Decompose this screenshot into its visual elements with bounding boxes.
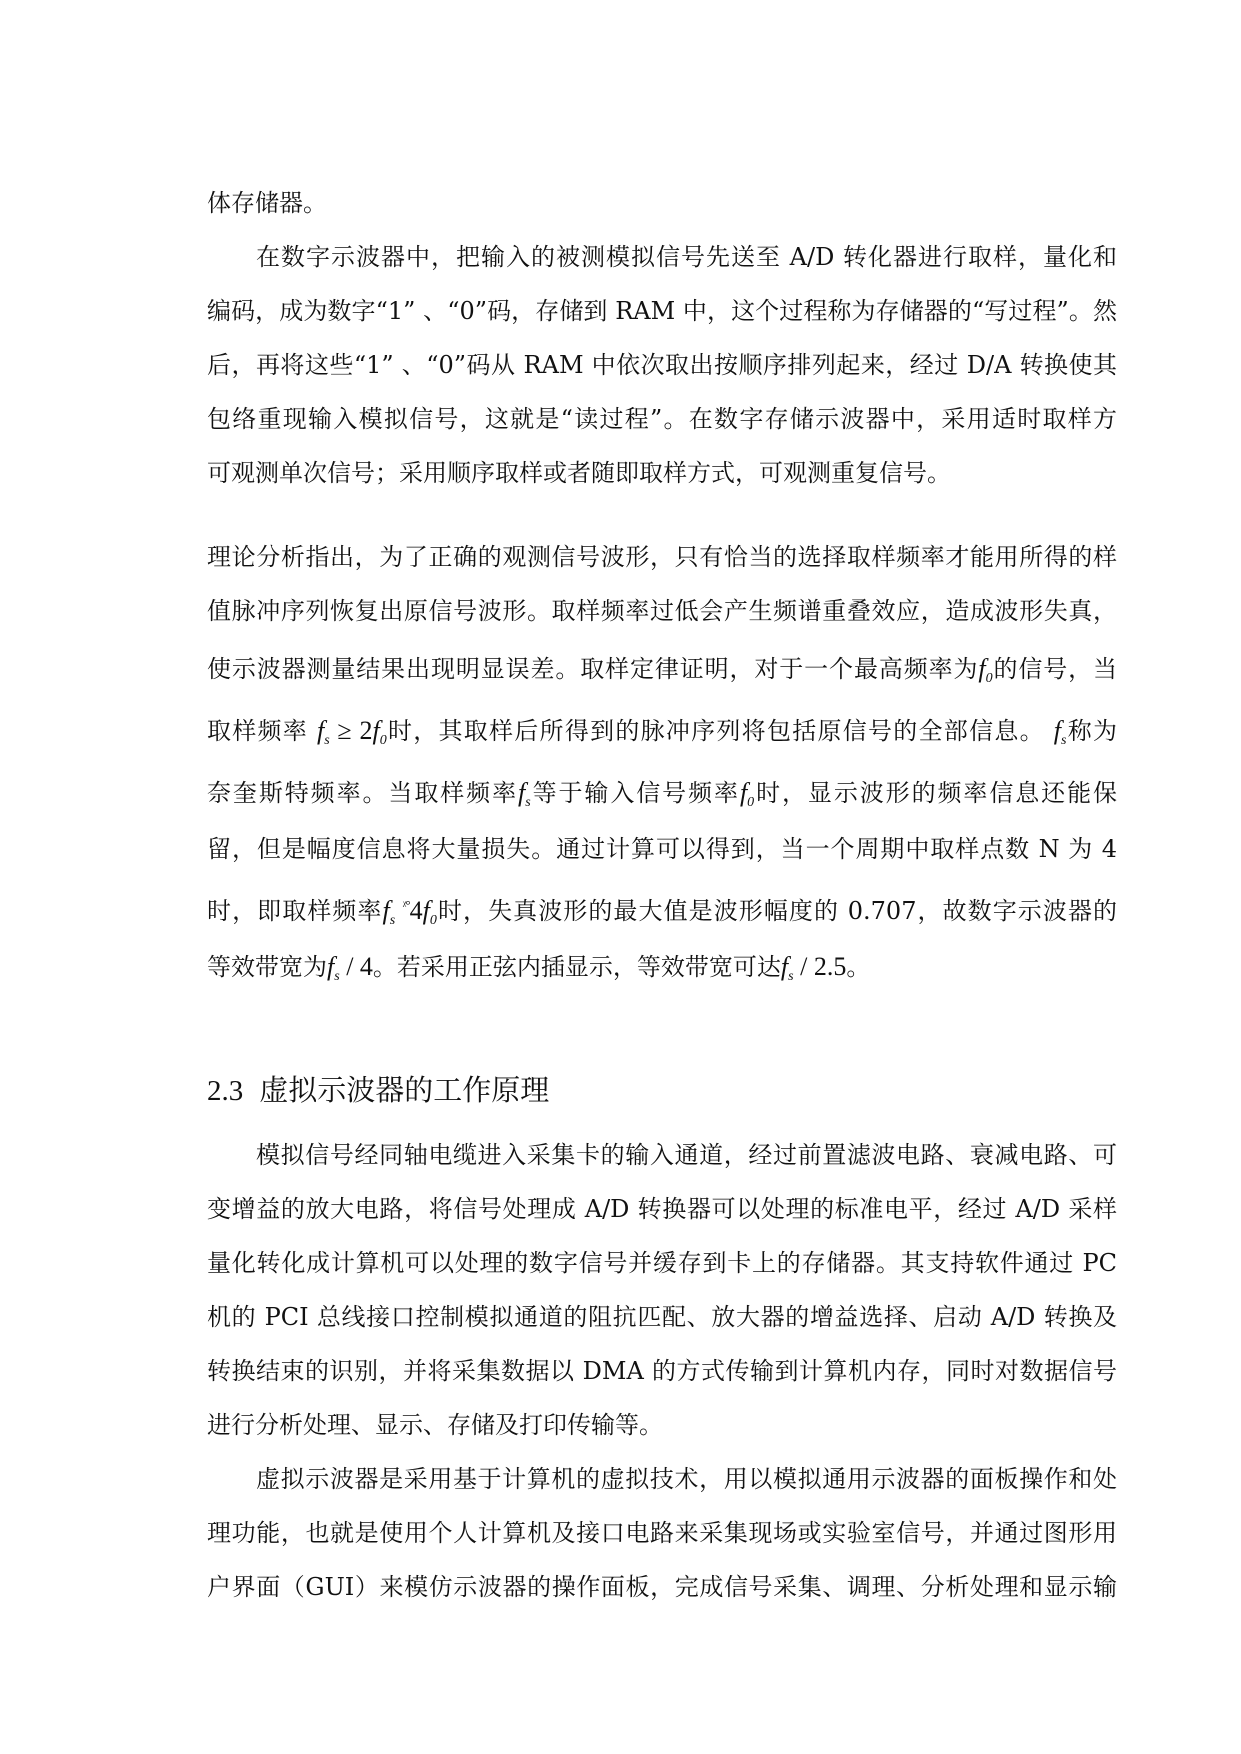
formula-subscript: 0	[747, 795, 755, 810]
text-segment: 。	[846, 953, 871, 981]
formula-symbol: f	[422, 896, 430, 925]
formula-fs-4f0	[382, 896, 437, 928]
formula-subscript: s	[334, 969, 340, 984]
formula-operator: / 4	[346, 952, 373, 981]
formula-f0	[978, 654, 993, 686]
text-line: 进行分析处理、显示、存储及打印传输等。	[207, 1411, 663, 1439]
text-segment: 使示波器测量结果出现明显误差。取样定律证明，对于一个最高频率为	[207, 655, 979, 683]
text-line: 在数字示波器中，把输入的被测模拟信号先送至 A/D 转化器进行取样，量化和	[256, 243, 1117, 271]
formula-subscript: s	[525, 795, 531, 810]
text-segment: 的信号，当	[992, 655, 1117, 683]
formula-symbol: f	[518, 778, 526, 807]
text-line: 量化转化成计算机可以处理的数字信号并缓存到卡上的存储器。其支持软件通过 PC	[207, 1249, 1117, 1277]
text-segment: 等效带宽为	[207, 953, 327, 981]
formula-subscript: 0	[429, 913, 437, 928]
formula-garbled-symbol: ᵡ°	[402, 897, 410, 912]
formula-subscript: s	[389, 913, 396, 928]
text-line: 户界面（GUI）来模仿示波器的操作面板，完成信号采集、调理、分析处理和显示输	[207, 1573, 1117, 1601]
formula-subscript: s	[324, 733, 330, 748]
formula-operator: ≥ 2	[337, 716, 373, 745]
text-line	[207, 700, 1117, 762]
text-line	[207, 936, 1117, 998]
formula-symbol: f	[372, 716, 380, 745]
text-segment: 时，即取样频率	[207, 897, 383, 925]
text-segment: 奈奎斯特频率。当取样频率	[207, 779, 518, 807]
text-line: 包络重现输入模拟信号，这就是“读过程”。在数字存储示波器中，采用适时取样方	[207, 405, 1117, 433]
formula-symbol: f	[780, 952, 789, 981]
text-line	[207, 638, 1117, 700]
text-segment: 时，其取样后所得到的脉冲序列将包括原信号的全部信息。	[386, 717, 1045, 745]
formula-subscript: 0	[985, 671, 993, 686]
text-line: 转换结束的识别，并将采集数据以 DMA 的方式传输到计算机内存，同时对数据信号	[207, 1357, 1117, 1385]
text-segment: 称为	[1066, 717, 1117, 745]
text-line: 变增益的放大电路，将信号处理成 A/D 转换器可以处理的标准电平，经过 A/D 采样	[207, 1195, 1117, 1223]
text-segment: 取样频率	[207, 717, 309, 745]
formula-fs	[518, 778, 531, 810]
text-segment: 时，显示波形的频率信息还能保	[754, 779, 1117, 807]
formula-operator: / 2.5	[800, 952, 847, 981]
section-number: 2.3	[207, 1075, 244, 1107]
formula-symbol: f	[327, 952, 335, 981]
text-line: 编码，成为数字“1” 、“0”码，存储到 RAM 中，这个过程称为存储器的“写过程”。然	[207, 297, 1117, 325]
formula-fs-geq-2f0	[316, 716, 387, 748]
text-line: 理论分析指出，为了正确的观测信号波形，只有恰当的选择取样频率才能用所得的样	[207, 543, 1117, 571]
text-line: 后，再将这些“1” 、“0”码从 RAM 中依次取出按顺序排列起来，经过 D/A 转换使其	[207, 351, 1117, 379]
section-title: 虚拟示波器的工作原理	[259, 1073, 550, 1107]
text-segment: 时，失真波形的最大值是波形幅度的 0.707，故数字示波器的	[436, 897, 1117, 925]
text-line: 模拟信号经同轴电缆进入采集卡的输入通道，经过前置滤波电路、衰减电路、可	[256, 1141, 1117, 1169]
text-line: 留，但是幅度信息将大量损失。通过计算可以得到，当一个周期中取样点数 N 为 4	[207, 835, 1117, 863]
text-line: 机的 PCI 总线接口控制模拟通道的阻抗匹配、放大器的增益选择、启动 A/D 转换及	[207, 1303, 1117, 1331]
text-segment: 等于输入信号频率	[530, 779, 740, 807]
formula-fs-div-4	[327, 952, 373, 984]
formula-symbol: f	[978, 654, 986, 683]
formula-symbol: f	[382, 896, 390, 925]
formula-f0	[739, 778, 755, 810]
formula-symbol: f	[316, 716, 325, 745]
formula-subscript: s	[788, 969, 794, 984]
text-line	[207, 762, 1117, 824]
formula-subscript: 0	[379, 733, 387, 748]
text-line	[207, 874, 1117, 936]
text-line: 体存储器。	[207, 189, 327, 217]
text-line: 值脉冲序列恢复出原信号波形。取样频率过低会产生频谱重叠效应，造成波形失真，	[207, 597, 1117, 625]
formula-number: 4	[409, 896, 423, 925]
text-line: 可观测单次信号；采用顺序取样或者随即取样方式，可观测重复信号。	[207, 459, 951, 487]
section-heading	[207, 1062, 1117, 1118]
formula-subscript: s	[1061, 733, 1067, 748]
document-page	[207, 176, 1117, 1614]
formula-symbol: f	[1053, 716, 1062, 745]
text-line: 理功能，也就是使用个人计算机及接口电路来采集现场或实验室信号，并通过图形用	[207, 1519, 1117, 1547]
text-segment: 。若采用正弦内插显示，等效带宽可达	[372, 953, 781, 981]
text-line: 虚拟示波器是采用基于计算机的虚拟技术，用以模拟通用示波器的面板操作和处	[256, 1465, 1117, 1493]
formula-fs-div-2-5	[780, 952, 847, 984]
formula-symbol: f	[739, 778, 748, 807]
formula-fs	[1053, 716, 1067, 748]
